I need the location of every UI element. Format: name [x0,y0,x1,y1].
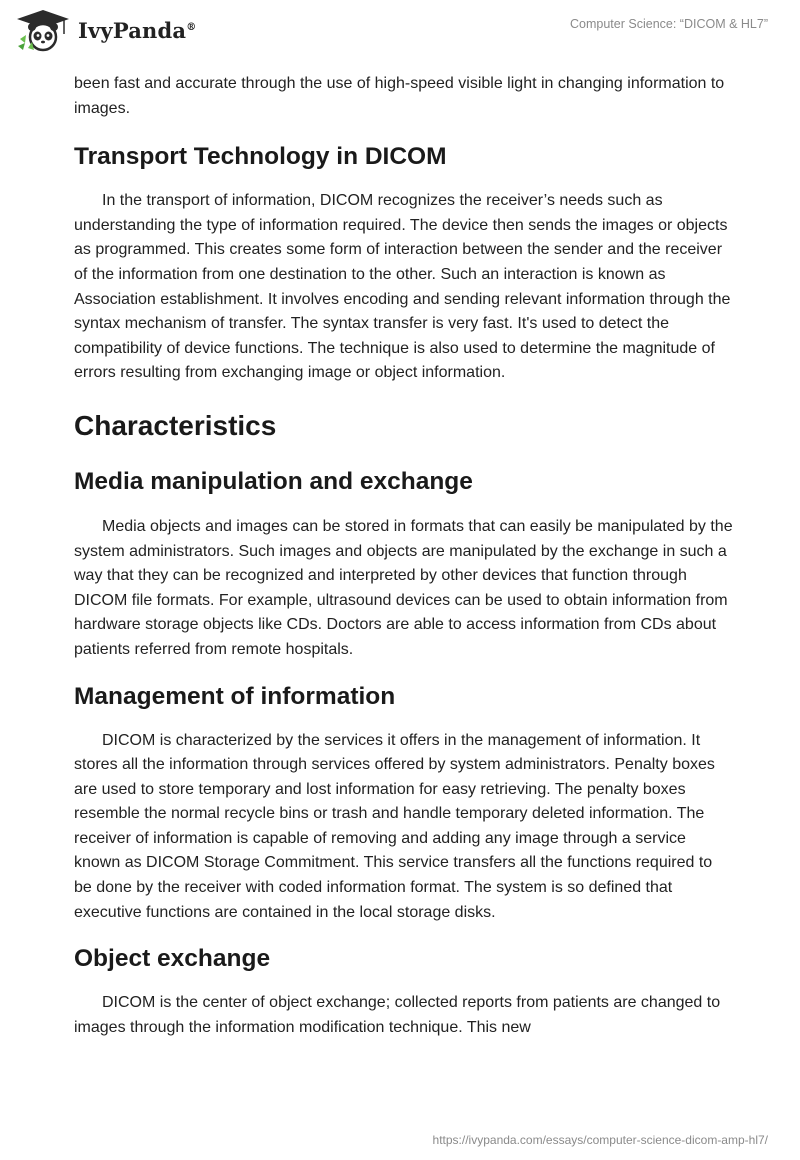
brand-name: IvyPanda® [78,17,197,43]
characteristics-heading: Characteristics [74,409,277,441]
management-heading: Management of information [74,682,396,710]
media-paragraph: Media objects and images can be stored in formats that can easily be manipulated by the system administrators. Such images and objects are manipulated by the exchange in such a way that they can be recognized and interpreted by other devices that function through DICOM file formats. For example, ultrasound devices can be used to obtain information from hardware storage objects like CDs. Doctors are able to access information from CDs about patients referred from remote hospitals. [74,517,733,658]
management-paragraph: DICOM is characterized by the services it offers in the management of information. It stores all the information through services offered by system administrators. Penalty boxes are used to store temporary and lost information for easy retrieving. The penalty boxes resemble the normal recycle bins or trash and handle temporary deleted information. The receiver of information is capable of removing and adding any image through a service known as DICOM Storage Commitment. This service transfers all the functions required to be done by the receiver with coded information format. The system is so defined that executive functions are contained in the local storage disks. [74,731,715,921]
document-title: Computer Science: “DICOM & HL7” [570,17,768,31]
object-exchange-heading: Object exchange [74,945,271,973]
transport-paragraph: In the transport of information, DICOM recognizes the receiver’s needs such as understanding the type of information required. The device then sends the images or objects as programmed. This creates some form of interaction between the sender and the receiver of the information from one destination to the other. Such an interaction is known as Association establishment. It involves encoding and sending relevant information through the syntax mechanism of transfer. The syntax transfer is very fast. It's used to detect the compatibility of device functions. The technique is also used to determine the magnitude of errors resulting from exchanging image or object information. [74,192,731,382]
media-heading: Media manipulation and exchange [74,467,473,495]
transport-heading: Transport Technology in DICOM [74,143,447,171]
source-url[interactable]: https://ivypanda.com/essays/computer-science-dicom-amp-hl7/ [432,1133,768,1147]
panda-graduate-icon [14,8,72,52]
intro-paragraph: been fast and accurate through the use of high-speed visible light in changing information to images. [74,75,725,117]
brand-logo[interactable] [14,8,196,52]
object-exchange-paragraph: DICOM is the center of object exchange; collected reports from patients are changed to images through the information modification technique. This new [74,994,721,1036]
page-header [0,0,800,70]
essay-body [74,72,734,1040]
